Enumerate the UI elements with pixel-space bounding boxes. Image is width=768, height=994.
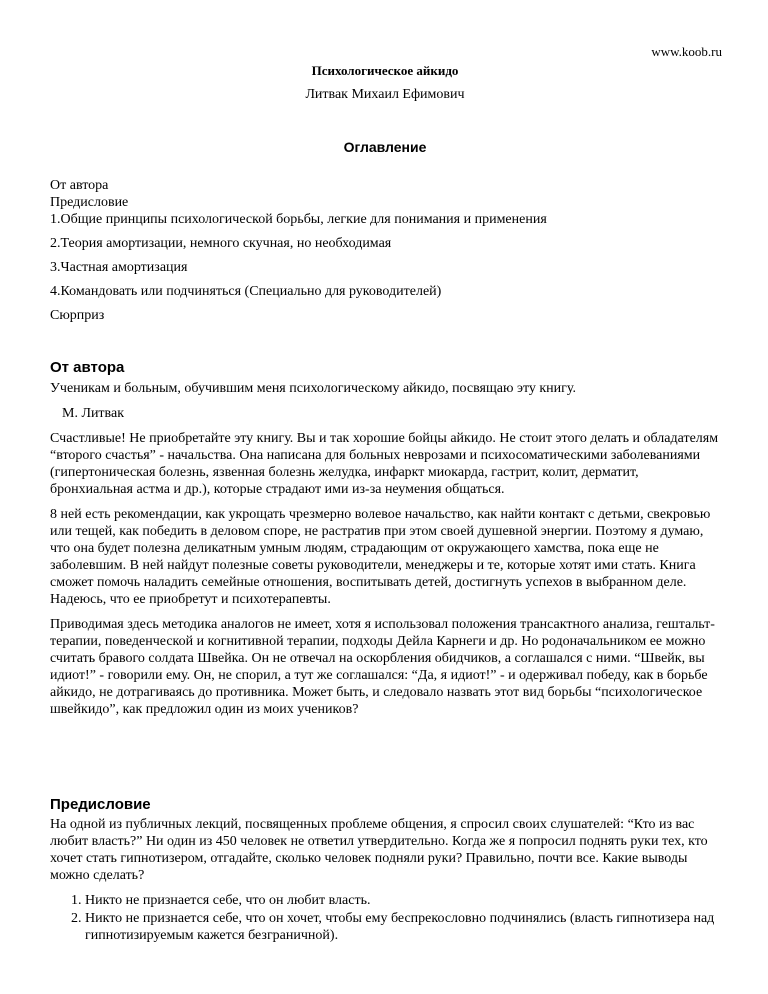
- toc-item[interactable]: От автора: [50, 178, 109, 193]
- toc-item[interactable]: Сюрприз: [50, 308, 105, 323]
- toc-heading: Оглавление: [343, 139, 427, 155]
- from-author-section: [50, 380, 720, 726]
- toc-item[interactable]: 4.Командовать или подчиняться (Специально для руководителей): [50, 284, 442, 299]
- list-item: 2. Никто не признается себе, что он хочет, чтобы ему беспрекословно подчинялись (власть гипнотизера над гипнотизируемым кажется безграничной).: [85, 910, 720, 944]
- paragraph: Приводимая здесь методика аналогов не имеет, хотя я использовал положения трансактного анализа, гештальт-терапии, поведенческой и когнитивной терапии, подходы Дейла Карнеги и др. Но родоначальником ее можно считать бравого солдата Швейка. Он не отвечал на оскорбления обидчиков, а соглашался с ними. “Швейк, вы идиот!” - говорили ему. Он, не спорил, а тут же соглашался: “Да, я идиот!” - и одерживал победу, как в борьбе айкидо, не дотрагиваясь до противника. Может быть, и следовало назвать этот вид борьбы “психологическое швейкидо”, как предложил один из моих учеников?: [50, 617, 715, 717]
- paragraph: Счастливые! Не приобретайте эту книгу. Вы и так хорошие бойцы айкидо. Не стоит этого делать и обладателям “второго счастья” - начальства. Она написана для больных неврозами и психосоматическими заболеваниями (гипертоническая болезнь, язвенная болезнь желудка, инфаркт миокарда, гастрит, колит, дерматит, бронхиальная астма и др.), которые страдают ими из-за неумения общаться.: [50, 431, 719, 497]
- signature: М. Литвак: [62, 406, 124, 421]
- book-title: Психологическое айкидо: [311, 63, 459, 78]
- preface-section: [50, 816, 720, 945]
- toc-item[interactable]: 2.Теория амортизации, немного скучная, но необходимая: [50, 236, 392, 251]
- paragraph: 8 ней есть рекомендации, как укрощать чрезмерно волевое начальство, как найти контакт с детьми, свекровью или тещей, как победить в деловом споре, не растратив при этом своей душевной энергии. Поэтому я думаю, что она будет полезна деликатным умным людям, страдающим от окружающего хамства, пока еще не заболевшим. В ней найдут полезные советы руководители, менеджеры и те, которые хотят ими стать. Книга сможет помочь наладить семейные отношения, воспитывать детей, достигнуть успехов в выбранном деле. Надеюсь, что ее приобретут и психотерапевты.: [50, 507, 711, 607]
- paragraph: На одной из публичных лекций, посвященных проблеме общения, я спросил своих слушателей: “Кто из вас любит власть?” Ни один из 450 человек не ответил утвердительно. Когда же я попросил поднять руки тех, кто хочет стать гипнотизером, отгадайте, сколько человек подняли руки? Правильно, почти все. Какие выводы можно сделать?: [50, 817, 708, 883]
- toc-item[interactable]: Предисловие: [50, 195, 129, 210]
- from-author-heading: От автора: [50, 359, 125, 376]
- toc-item[interactable]: 1.Общие принципы психологической борьбы, легкие для понимания и применения: [50, 212, 547, 227]
- table-of-contents: [50, 177, 720, 324]
- toc-item[interactable]: 3.Частная амортизация: [50, 260, 188, 275]
- book-author: Литвак Михаил Ефимович: [305, 87, 465, 102]
- dedication: Ученикам и больным, обучившим меня психологическому айкидо, посвящаю эту книгу.: [50, 381, 577, 396]
- preface-heading: Предисловие: [50, 796, 151, 813]
- list-item: 1. Никто не признается себе, что он любит власть.: [85, 892, 720, 909]
- conclusions-list: [50, 892, 720, 944]
- site-url[interactable]: www.koob.ru: [651, 44, 722, 59]
